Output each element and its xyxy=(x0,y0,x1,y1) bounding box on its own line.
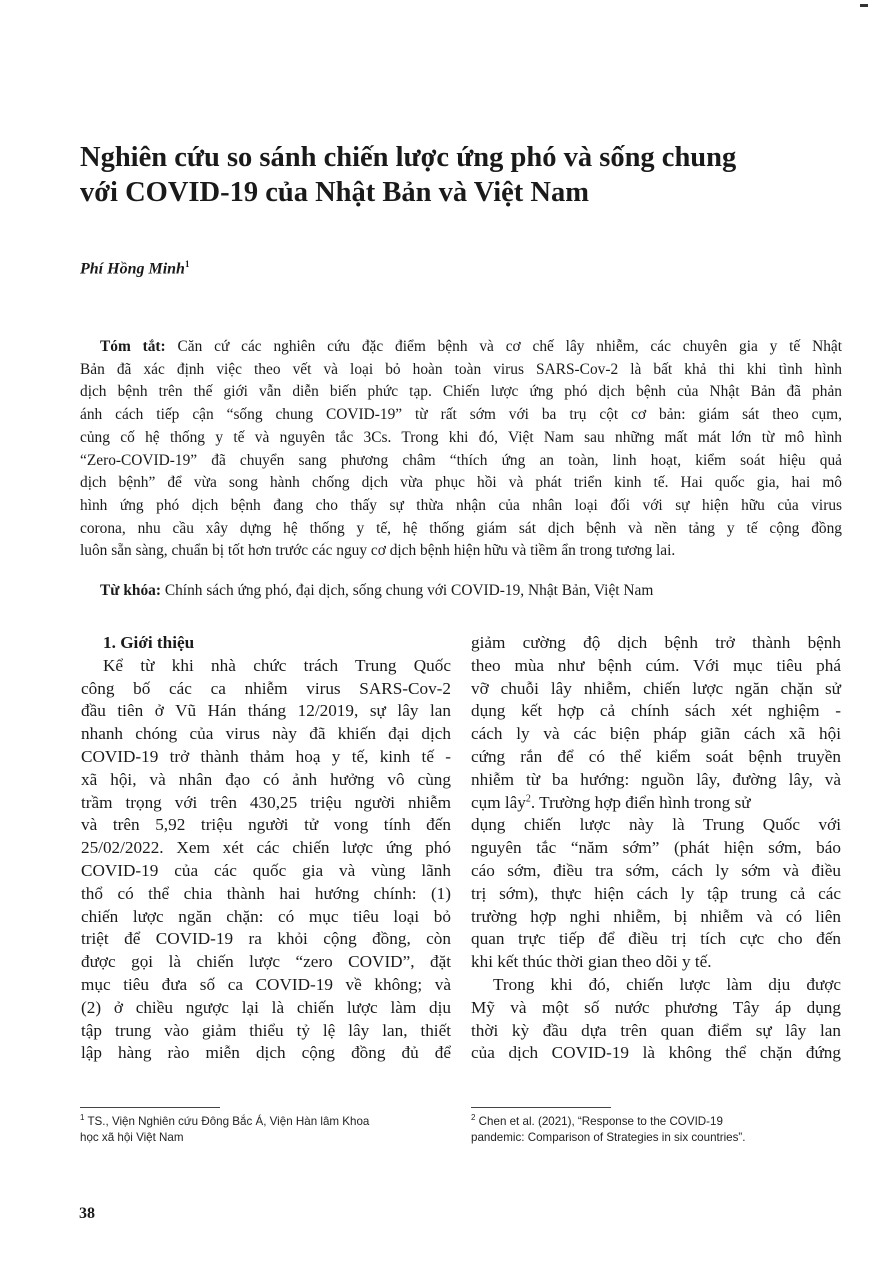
body-line: nhiễm từ ba hướng: nguồn lây, đường lây, và xyxy=(471,769,841,789)
footnote-2: $^2$ Chen et al. (2021), “Response to the COVID-19 pandemic: Comparison of Strategies in six countries”. xyxy=(471,1113,746,1144)
title-line-2: với COVID-19 của Nhật Bản và Việt Nam xyxy=(80,177,589,208)
abstract-line: corona, nhu cầu xây dựng hệ thống y tế, hệ thống giám sát dịch bệnh và nền tảng y tế cộng đồng xyxy=(80,519,842,537)
abstract-line: luôn sẵn sàng, chuẩn bị tốt hơn trước các nguy cơ dịch bệnh hiện hữu và tiềm ẩn trong tương lai. xyxy=(80,542,676,560)
abstract-label: Tóm tắt: xyxy=(100,338,166,355)
footnote-rule-left xyxy=(80,1107,220,1108)
abstract-line: Bản đã xác định việc theo vết và loại bỏ hoàn toàn virus SARS-Cov-2 là bất khả thi khi tình hình xyxy=(80,360,842,378)
body-line: COVID-19 của các quốc gia và vùng lãnh xyxy=(81,860,451,880)
author xyxy=(80,259,189,278)
body-line: nguyên tắc “năm sớm” (phát hiện sớm, báo xyxy=(471,838,841,858)
body-line: cụm lây$^2$. Trường hợp điển hình trong sử xyxy=(471,792,751,812)
body-line: cách ly và các biện pháp giãn cách xã hội xyxy=(471,724,841,744)
body-line: quan trực tiếp để điều trị tích cực cho đến xyxy=(471,929,841,949)
body-line: mục tiêu đưa số ca COVID-19 về không; và xyxy=(81,974,451,994)
body-line: chiến lược ngăn chặn: có mục tiêu loại bỏ xyxy=(81,906,451,926)
keywords-text: Chính sách ứng phó, đại dịch, sống chung với COVID-19, Nhật Bản, Việt Nam xyxy=(164,582,654,599)
body-line: cứng rắn để có thể kiểm soát bệnh truyền xyxy=(471,746,841,766)
body-line: giảm cường độ dịch bệnh trở thành bệnh xyxy=(471,633,841,652)
body-line: dụng chiến lược này là Trung Quốc với xyxy=(471,815,841,835)
body-line: nhanh chóng của virus này đã khiến đại dịch xyxy=(81,724,451,744)
body-line: vỡ chuỗi lây nhiễm, chiến lược ngăn chặn sử xyxy=(471,678,841,698)
body-line: triệt để COVID-19 ra khỏi cộng đồng, còn xyxy=(81,929,451,949)
body-line: (2) ở chiều ngược lại là chiến lược làm dịu xyxy=(81,997,451,1017)
keywords xyxy=(100,582,840,600)
body-line: theo mùa như bệnh cúm. Với mục tiêu phá xyxy=(471,655,841,675)
abstract-line: dịch bệnh” để vừa song hành chống dịch vừa phục hồi và phát triển kinh tế. Hai quốc gia, hai mô xyxy=(80,474,842,492)
body-column-left xyxy=(81,632,451,1065)
article-title xyxy=(80,140,810,210)
body-line: Mỹ và một số nước phương Tây áp dụng xyxy=(471,997,841,1017)
body-line: trường hợp nghi nhiễm, bị nhiễm và có liên xyxy=(471,906,841,926)
abstract xyxy=(80,336,842,563)
body-line: COVID-19 trở thành thảm hoạ y tế, kinh tế - xyxy=(81,746,451,766)
body-line: công bố các ca nhiễm virus SARS-Cov-2 xyxy=(81,678,451,698)
body-line: của dịch COVID-19 là không thể chặn đứng xyxy=(471,1043,841,1063)
abstract-line: dịch bệnh trên thế giới vẫn diễn biến phức tạp. Chiến lược ứng phó dịch bệnh của Nhật Bản đã phản xyxy=(80,383,842,401)
footnote-rule-right xyxy=(471,1107,611,1108)
body-line: được gọi là chiến lược “zero COVID”, đặt xyxy=(81,952,451,972)
abstract-line: ánh cách tiếp cận “sống chung COVID-19” từ rất sớm với ba trụ cột cơ bản: giám sát theo cụm, xyxy=(80,406,842,424)
body-line: dụng kết hợp cả chính sách xét nghiệm - xyxy=(471,701,841,721)
body-line: trầm trọng với trên 430,25 triệu người nhiễm xyxy=(81,792,451,812)
abstract-line: “Zero-COVID-19” đã chuyển sang phương châm “thích ứng an toàn, linh hoạt, kiểm soát hiệu quả xyxy=(80,451,842,469)
body-line: tập trung vào giảm thiểu tỷ lệ lây lan, thiết xyxy=(81,1020,451,1040)
author-name: Phí Hồng Minh xyxy=(80,260,185,278)
body-line: 25/02/2022. Xem xét các chiến lược ứng phó xyxy=(81,838,451,858)
scan-corner-mark xyxy=(860,4,868,7)
body-line: Kể từ khi nhà chức trách Trung Quốc xyxy=(103,655,451,675)
author-footnote-marker: 1 xyxy=(184,259,190,269)
abstract-line: hình ứng phó dịch bệnh đang cho thấy sự thừa nhận của nhân loại đối với sự hiện hữu của virus xyxy=(80,496,842,514)
body-line: cáo sớm, điều tra sớm, cách ly sớm và điều xyxy=(471,860,841,880)
body-line: khi kết thúc thời gian theo dõi y tế. xyxy=(471,952,712,972)
body-line: lập hàng rào miễn dịch cộng đồng đủ để xyxy=(81,1043,451,1063)
abstract-line: củng cố hệ thống y tế và nguyên tắc 3Cs. Trong khi đó, Việt Nam sau những mất mát lớn từ mô hình xyxy=(80,428,842,446)
body-line: thổ có thể chia thành hai hướng chính: (1) xyxy=(81,883,451,903)
body-line: thời kỳ đầu dựa trên quan điểm sự lây lan xyxy=(471,1020,841,1040)
footnote-1: $^1$ TS., Viện Nghiên cứu Đông Bắc Á, Viện Hàn lâm Khoa học xã hội Việt Nam xyxy=(80,1113,370,1144)
footnote-marker-2: 2 xyxy=(525,792,531,804)
title-line-1: Nghiên cứu so sánh chiến lược ứng phó và sống chung xyxy=(80,142,737,173)
abstract-line: Tóm tắt: Căn cứ các nghiên cứu đặc điểm bệnh và cơ chế lây nhiễm, các chuyên gia y tế Nhật xyxy=(100,338,843,355)
body-line: trị sớm), thực hiện cách ly tập trung cả các xyxy=(471,883,841,903)
body-column-right xyxy=(471,632,841,1065)
body-line: Trong khi đó, chiến lược làm dịu được xyxy=(493,974,841,994)
body-line: và trên 5,92 triệu người tử vong tính đến xyxy=(81,815,451,835)
page-number: 38 xyxy=(79,1205,95,1222)
keywords-label: Từ khóa: xyxy=(100,582,161,599)
section-heading: 1. Giới thiệu xyxy=(103,633,195,652)
body-line: đầu tiên ở Vũ Hán tháng 12/2019, sự lây lan xyxy=(81,701,451,721)
body-line: xã hội, và nhân đạo có ảnh hưởng vô cùng xyxy=(81,769,451,789)
